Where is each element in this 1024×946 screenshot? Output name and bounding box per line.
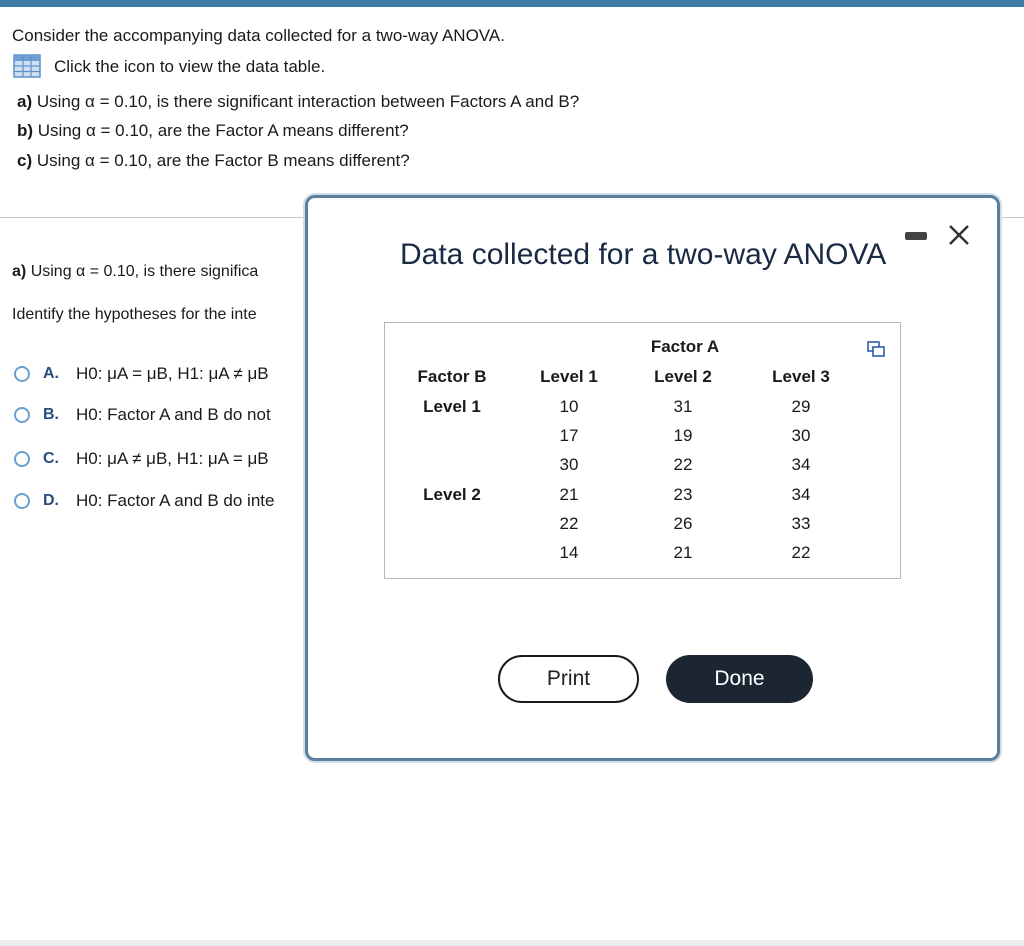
option-d-radio[interactable] xyxy=(14,493,30,509)
option-b-letter: B. xyxy=(43,406,59,423)
anova-data-table xyxy=(384,322,901,579)
option-c-letter: C. xyxy=(43,450,59,467)
data-table-link[interactable]: Click the icon to view the data table. xyxy=(54,57,326,76)
option-c-text: H0: μA ≠ μB, H1: μA = μB xyxy=(76,449,269,468)
option-a-letter: A. xyxy=(43,365,59,382)
option-d-letter: D. xyxy=(43,492,59,509)
option-c-radio[interactable] xyxy=(14,451,30,467)
part-c-text: Using α = 0.10, are the Factor B means different? xyxy=(36,151,410,170)
data-table-icon[interactable] xyxy=(13,54,41,78)
factor-a-header: Factor A xyxy=(650,337,720,356)
option-b-text: H0: Factor A and B do not xyxy=(76,405,271,424)
table-cell: 23 xyxy=(673,485,693,504)
factor-b-header: Factor B xyxy=(417,367,487,386)
table-cell: 19 xyxy=(673,426,693,445)
part-a-text: Using α = 0.10, is there significant interaction between Factors A and B? xyxy=(36,92,580,111)
row-group-level-1: Level 1 xyxy=(423,397,481,416)
copy-icon[interactable] xyxy=(867,341,885,357)
answer-part-a-label: a) xyxy=(12,263,27,280)
option-a-radio[interactable] xyxy=(14,366,30,382)
table-cell: 26 xyxy=(673,514,693,533)
table-cell: 31 xyxy=(673,397,693,416)
top-bar xyxy=(0,0,1024,7)
table-cell: 29 xyxy=(791,397,811,416)
table-cell: 30 xyxy=(559,455,579,474)
table-cell: 30 xyxy=(791,426,811,445)
answer-part-a-text: Using α = 0.10, is there significa xyxy=(30,263,259,280)
bottom-bar xyxy=(0,940,1024,946)
table-cell: 34 xyxy=(791,455,811,474)
table-cell: 21 xyxy=(559,485,579,504)
identify-hypotheses-text: Identify the hypotheses for the inte xyxy=(12,306,257,323)
level-1-header: Level 1 xyxy=(540,367,598,386)
table-cell: 17 xyxy=(559,426,579,445)
close-icon[interactable] xyxy=(944,220,974,250)
question-part-c xyxy=(17,151,410,171)
row-group-level-2: Level 2 xyxy=(423,485,481,504)
part-c-label: c) xyxy=(17,151,33,170)
question-part-a xyxy=(17,92,579,112)
minimize-icon[interactable] xyxy=(905,232,927,240)
dialog-title: Data collected for a two-way ANOVA xyxy=(400,238,887,271)
table-cell: 21 xyxy=(673,543,693,562)
question-part-b xyxy=(17,121,409,141)
option-b-radio[interactable] xyxy=(14,407,30,423)
level-3-header: Level 3 xyxy=(772,367,830,386)
table-cell: 14 xyxy=(559,543,579,562)
done-button[interactable]: Done xyxy=(666,655,813,703)
table-cell: 22 xyxy=(559,514,579,533)
option-d-text: H0: Factor A and B do inte xyxy=(76,491,275,510)
table-cell: 33 xyxy=(791,514,811,533)
level-2-header: Level 2 xyxy=(654,367,712,386)
part-b-label: b) xyxy=(17,121,34,140)
table-cell: 22 xyxy=(673,455,693,474)
part-b-text: Using α = 0.10, are the Factor A means different? xyxy=(37,121,409,140)
table-cell: 10 xyxy=(559,397,579,416)
part-a-label: a) xyxy=(17,92,33,111)
question-intro: Consider the accompanying data collected for a two-way ANOVA. xyxy=(12,26,505,45)
table-cell: 22 xyxy=(791,543,811,562)
data-table-dialog xyxy=(305,195,1000,761)
option-a-text: H0: μA = μB, H1: μA ≠ μB xyxy=(76,364,269,383)
table-cell: 34 xyxy=(791,485,811,504)
print-button[interactable]: Print xyxy=(498,655,639,703)
answer-part-a-prompt xyxy=(12,263,258,281)
